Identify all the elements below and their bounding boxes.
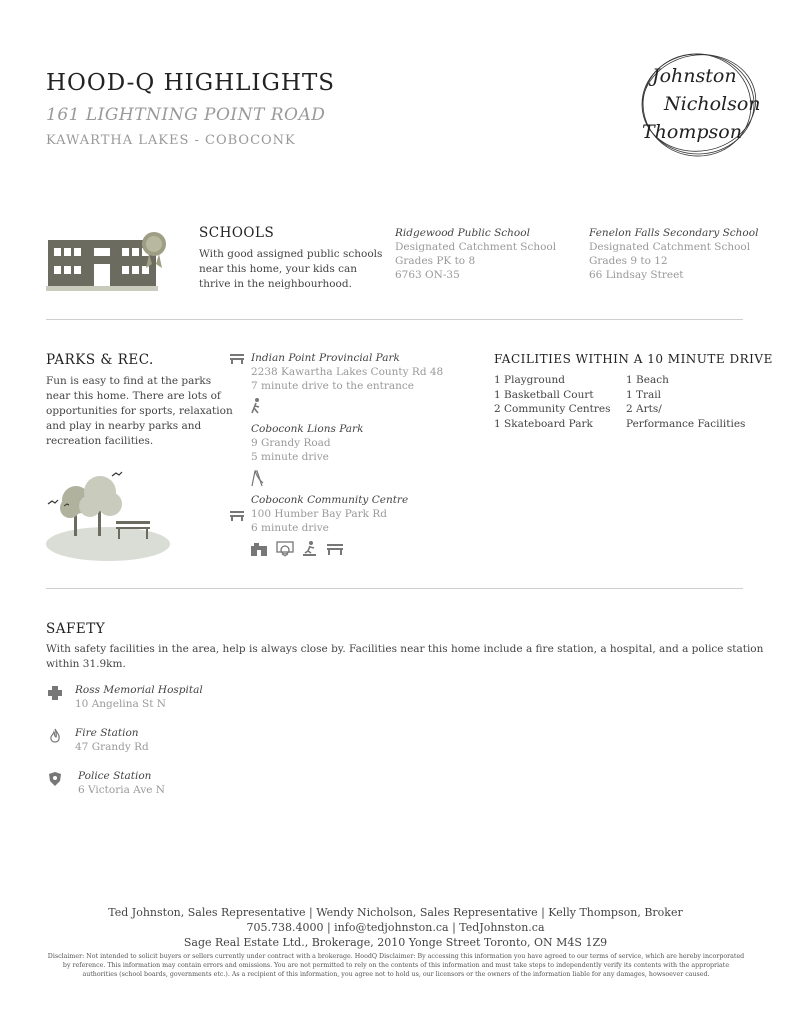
basketball-hoop-icon [276,541,294,557]
parks-description: Fun is easy to find at the parks near this home. There are lots of opportunities for sports, relaxation and play in nearby parks and recreation facilities. [46,375,233,447]
school-grades: Grades 9 to 12 [589,255,668,267]
hospital-cross-icon [47,685,63,701]
school-type: Designated Catchment School [589,241,751,253]
logo-line-2: Nicholson [664,93,761,115]
park-name: Coboconk Lions Park [251,423,364,435]
park-drive: 5 minute drive [251,451,329,463]
facility-icons-row [250,541,344,557]
property-city: KAWARTHA LAKES - COBOCONK [46,133,296,148]
park-trees-icon [44,464,174,564]
park-item [251,422,363,464]
schools-heading: SCHOOLS [199,225,275,241]
police-shield-icon [48,771,62,787]
safety-item-address: 6 Victoria Ave N [78,784,165,796]
brokerage-logo [634,48,762,160]
school-card [589,226,758,282]
footer-contacts [0,905,791,950]
park-item [251,493,408,535]
safety-item [75,683,203,711]
safety-item-address: 10 Angelina St N [75,698,166,710]
park-address: 2238 Kawartha Lakes County Rd 48 [251,366,444,378]
parks-heading: PARKS & REC. [46,352,154,368]
park-name: Coboconk Community Centre [251,494,409,506]
safety-item-name: Fire Station [75,727,139,739]
park-drive: 6 minute drive [251,522,329,534]
bench-icon [229,352,245,364]
safety-description: With safety facilities in the area, help is always close by. Facilities near this home include a fire station, a hospital, and a police station within 31.9km. [46,643,764,670]
school-card [395,226,556,282]
flame-icon [49,728,61,744]
school-building-icon [46,228,172,294]
safety-item [78,769,165,797]
community-centre-icon [250,541,268,557]
page-title: HOOD-Q HIGHLIGHTS [46,70,336,96]
safety-item-name: Police Station [78,770,152,782]
park-name: Indian Point Provincial Park [251,352,400,364]
school-name: Fenelon Falls Secondary School [589,227,759,239]
school-address: 6763 ON-35 [395,269,460,281]
property-address: 161 LIGHTNING POINT ROAD [46,105,326,125]
safety-heading: SAFETY [46,621,106,637]
park-address: 100 Humber Bay Park Rd [251,508,387,520]
park-drive: 7 minute drive to the entrance [251,380,414,392]
safety-item-address: 47 Grandy Rd [75,741,149,753]
skateboarder-icon [302,541,318,557]
school-name: Ridgewood Public School [395,227,530,239]
footer-contact-line: 705.738.4000 | info@tedjohnston.ca | TedJohnston.ca [246,921,545,934]
footer-brokerage: Sage Real Estate Ltd., Brokerage, 2010 Yonge Street Toronto, ON M4S 1Z9 [183,936,608,949]
safety-item [75,726,149,754]
facilities-list-col2: 1 Beach 1 Trail 2 Arts/ Performance Facilities [626,374,746,430]
park-item [251,351,443,393]
bench-icon [326,541,344,557]
footer-disclaimer: Disclaimer: Not intended to solicit buyers or sellers currently under contract with a brokerage. HoodQ Disclaimer: By accessing this information you have agreed to our terms of service, which are hereby incorporated by reference. This information may contain errors and omissions. You are not permitted to rely on the contents of this information and must take steps to independently verify its contents with the appropriate authorities (school boards, governments etc.). As a recipient of this information, you agree not to hold us, our licensors or the owners of the information liable for any damages, howsoever caused. [47,953,745,978]
logo-line-1: Johnston [652,65,737,87]
school-type: Designated Catchment School [395,241,557,253]
school-address: 66 Lindsay Street [589,269,684,281]
footer-agents: Ted Johnston, Sales Representative | Wendy Nicholson, Sales Representative | Kelly Thompson, Broker [108,906,683,919]
park-address: 9 Grandy Road [251,437,331,449]
section-divider [46,588,743,589]
bench-icon [229,509,245,521]
facilities-list-col1: 1 Playground 1 Basketball Court 2 Community Centres 1 Skateboard Park [494,374,611,430]
section-divider [46,319,743,320]
schools-description: With good assigned public schools near this home, your kids can thrive in the neighbourhood. [199,248,383,290]
school-grades: Grades PK to 8 [395,255,476,267]
slide-icon [250,469,264,487]
facilities-heading: FACILITIES WITHIN A 10 MINUTE DRIVE [494,352,773,366]
safety-item-name: Ross Memorial Hospital [75,684,203,696]
logo-line-3: Thompson [642,121,742,143]
running-person-icon [250,398,262,414]
